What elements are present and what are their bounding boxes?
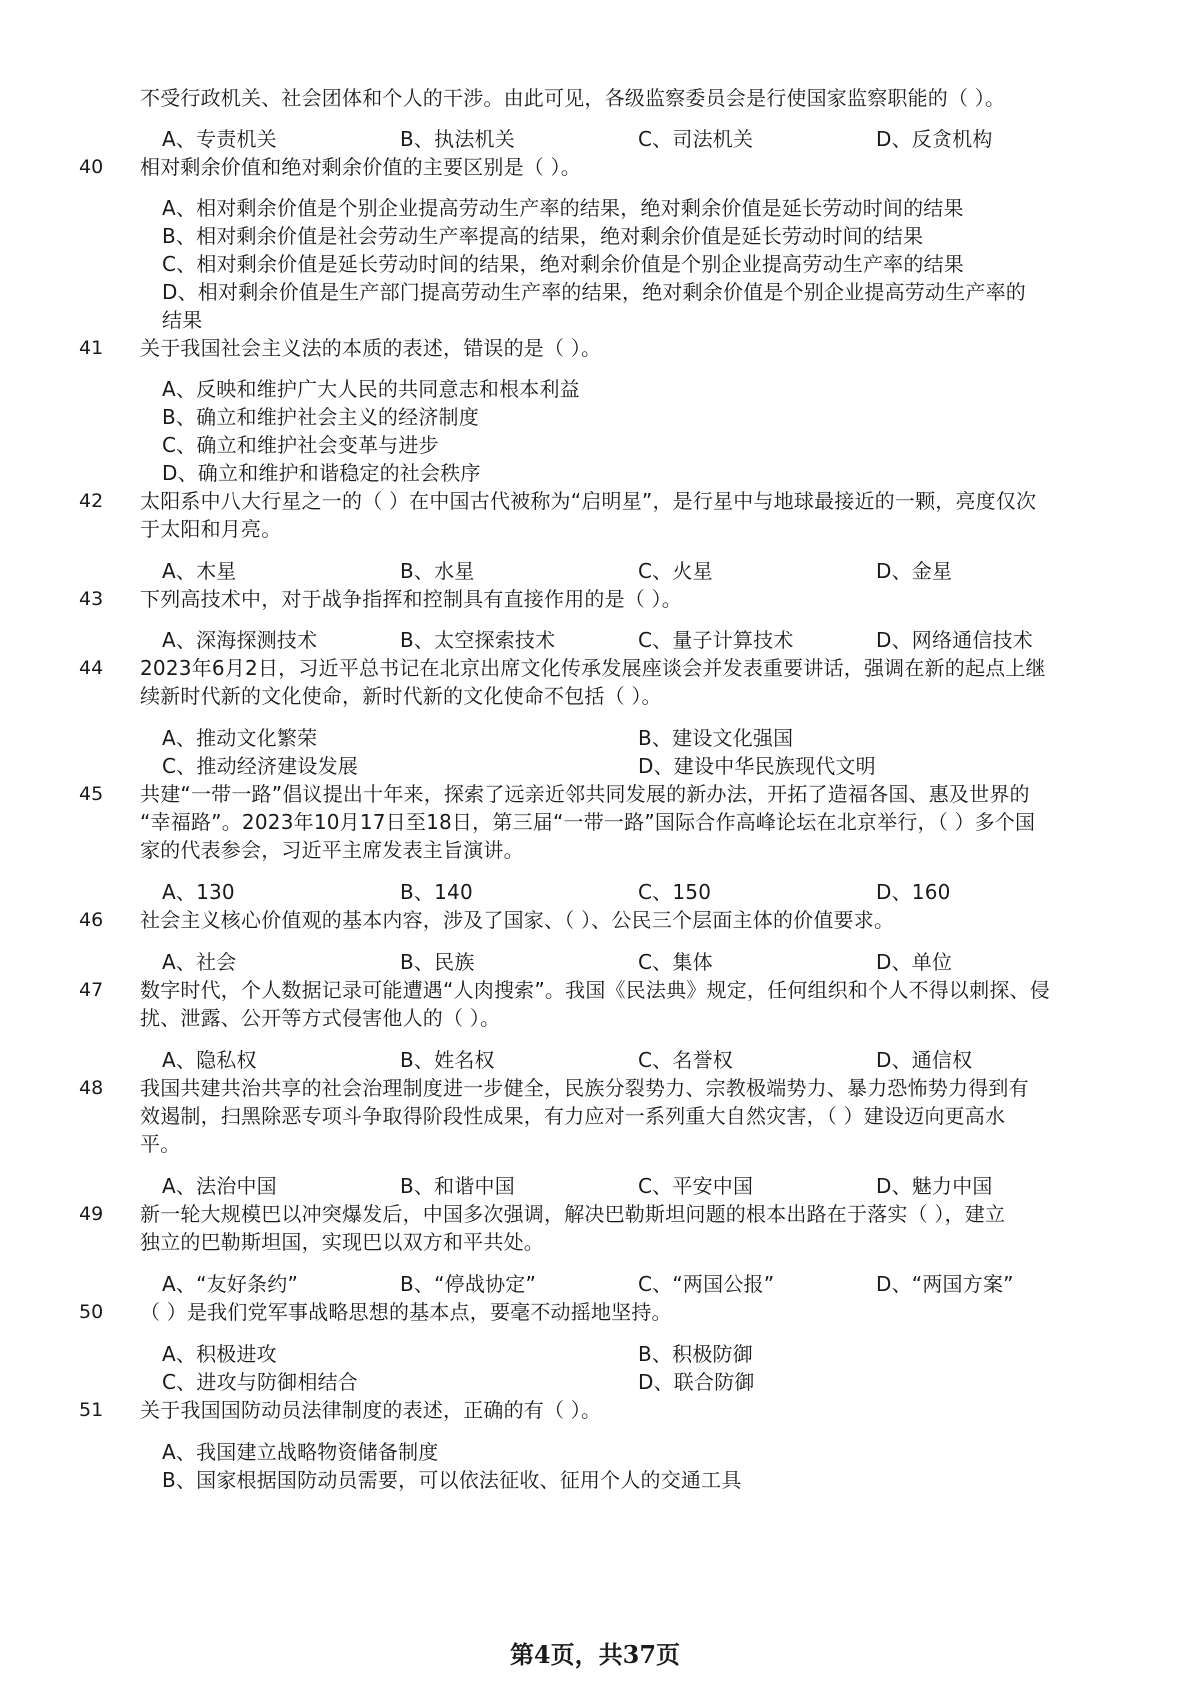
question-number: 43 — [79, 588, 104, 610]
question-number: 49 — [79, 1203, 104, 1225]
option-a: A、社会 — [162, 950, 237, 974]
question-number: 44 — [79, 657, 104, 679]
option-b: B、水星 — [400, 559, 475, 583]
option-b: B、民族 — [400, 950, 475, 974]
question-45-stem-line-3: 家的代表参会，习近平主席发表主旨演讲。 — [140, 838, 524, 862]
question-44-stem: 2023年6月2日，习近平总书记在北京出席文化传承发展座谈会并发表重要讲话，强调在新的起点上继 — [140, 656, 1046, 680]
question-number: 42 — [79, 490, 104, 512]
question-number: 40 — [79, 156, 104, 178]
option-c: C、推动经济建设发展 — [162, 754, 358, 778]
option-a: A、“友好条约” — [162, 1272, 299, 1296]
question-39-stem-line: 不受行政机关、社会团体和个人的干涉。由此可见，各级监察委员会是行使国家监察职能的（ ）。 — [140, 86, 1006, 110]
option-b: B、确立和维护社会主义的经济制度 — [162, 405, 479, 429]
option-b: B、国家根据国防动员需要，可以依法征收、征用个人的交通工具 — [162, 1468, 742, 1492]
option-b: B、“停战协定” — [400, 1272, 537, 1296]
question-47-stem-line-2: 扰、泄露、公开等方式侵害他人的（ ）。 — [140, 1006, 501, 1030]
option-a: A、130 — [162, 880, 235, 904]
question-51-stem: 关于我国国防动员法律制度的表述，正确的有（ ）。 — [140, 1398, 602, 1422]
option-c: C、平安中国 — [638, 1174, 754, 1198]
option-d: D、160 — [876, 880, 951, 904]
option-a: A、法治中国 — [162, 1174, 277, 1198]
option-b: B、积极防御 — [638, 1342, 753, 1366]
option-d: D、金星 — [876, 559, 953, 583]
option-c: C、“两国公报” — [638, 1272, 775, 1296]
question-40-stem: 相对剩余价值和绝对剩余价值的主要区别是（ ）。 — [140, 155, 581, 179]
option-a: A、深海探测技术 — [162, 628, 318, 652]
option-a: A、隐私权 — [162, 1048, 257, 1072]
question-45-stem: 共建“一带一路”倡议提出十年来，探索了远亲近邻共同发展的新办法，开拓了造福各国、惠及世界的 — [140, 782, 1030, 806]
question-number: 51 — [79, 1399, 104, 1421]
option-a: A、推动文化繁荣 — [162, 726, 318, 750]
option-d: D、反贪机构 — [876, 127, 993, 151]
option-d: D、“两国方案” — [876, 1272, 1014, 1296]
option-b: B、执法机关 — [400, 127, 515, 151]
option-b: B、姓名权 — [400, 1048, 495, 1072]
question-49-stem: 新一轮大规模巴以冲突爆发后，中国多次强调，解决巴勒斯坦问题的根本出路在于落实（ ），建立 — [140, 1202, 1006, 1226]
question-48-stem-line-2: 效遏制，扫黑除恶专项斗争取得阶段性成果，有力应对一系列重大自然灾害，（ ）建设迈向更高水 — [140, 1104, 1006, 1128]
question-number: 41 — [79, 337, 104, 359]
question-number: 50 — [79, 1301, 104, 1323]
page-number-footer: 第4页，共37页 — [509, 1640, 681, 1669]
option-c: C、火星 — [638, 559, 713, 583]
option-c: C、集体 — [638, 950, 713, 974]
option-c: C、量子计算技术 — [638, 628, 794, 652]
question-number: 45 — [79, 783, 104, 805]
option-a: A、反映和维护广大人民的共同意志和根本利益 — [162, 377, 580, 401]
option-c: C、150 — [638, 880, 712, 904]
option-d: D、魅力中国 — [876, 1174, 993, 1198]
question-48-stem: 我国共建共治共享的社会治理制度进一步健全，民族分裂势力、宗教极端势力、暴力恐怖势力得到有 — [140, 1076, 1029, 1100]
option-d: D、单位 — [876, 950, 953, 974]
option-d: D、网络通信技术 — [876, 628, 1034, 652]
question-50-stem: （ ）是我们党军事战略思想的基本点，要毫不动摇地坚持。 — [140, 1300, 672, 1324]
option-d: D、联合防御 — [638, 1370, 755, 1394]
question-number: 48 — [79, 1077, 104, 1099]
option-b: B、140 — [400, 880, 473, 904]
question-47-stem: 数字时代，个人数据记录可能遭遇“人肉搜索”。我国《民法典》规定，任何组织和个人不得以刺探、侵 — [140, 978, 1050, 1002]
question-46-stem: 社会主义核心价值观的基本内容，涉及了国家、（ ）、公民三个层面主体的价值要求。 — [140, 908, 895, 932]
question-number: 46 — [79, 909, 104, 931]
option-a: A、专责机关 — [162, 127, 277, 151]
option-c: C、司法机关 — [638, 127, 754, 151]
option-c: C、相对剩余价值是延长劳动时间的结果，绝对剩余价值是个别企业提高劳动生产率的结果 — [162, 252, 964, 276]
question-number: 47 — [79, 979, 104, 1001]
option-a: A、积极进攻 — [162, 1342, 277, 1366]
option-a: A、相对剩余价值是个别企业提高劳动生产率的结果，绝对剩余价值是延长劳动时间的结果 — [162, 196, 964, 220]
option-b: B、建设文化强国 — [638, 726, 794, 750]
option-c: C、进攻与防御相结合 — [162, 1370, 358, 1394]
question-41-stem: 关于我国社会主义法的本质的表述，错误的是（ ）。 — [140, 336, 602, 360]
question-43-stem: 下列高技术中，对于战争指挥和控制具有直接作用的是（ ）。 — [140, 587, 682, 611]
option-d: D、通信权 — [876, 1048, 973, 1072]
option-d: D、确立和维护和谐稳定的社会秩序 — [162, 461, 481, 485]
question-45-stem-line-2: “幸福路”。2023年10月17日至18日，第三届“一带一路”国际合作高峰论坛在北京举行，（ ）多个国 — [140, 810, 1036, 834]
question-48-stem-line-3: 平。 — [140, 1132, 181, 1156]
option-c: C、名誉权 — [638, 1048, 733, 1072]
option-b: B、相对剩余价值是社会劳动生产率提高的结果，绝对剩余价值是延长劳动时间的结果 — [162, 224, 924, 248]
option-a: A、我国建立战略物资储备制度 — [162, 1440, 439, 1464]
question-44-stem-line-2: 续新时代新的文化使命，新时代新的文化使命不包括（ ）。 — [140, 684, 662, 708]
option-d-continued: 结果 — [162, 308, 203, 332]
option-d: D、建设中华民族现代文明 — [638, 754, 876, 778]
option-b: B、和谐中国 — [400, 1174, 515, 1198]
option-c: C、确立和维护社会变革与进步 — [162, 433, 439, 457]
question-42-stem: 太阳系中八大行星之一的（ ）在中国古代被称为“启明星”，是行星中与地球最接近的一颗，亮度仅次 — [140, 489, 1037, 513]
question-49-stem-line-2: 独立的巴勒斯坦国，实现巴以双方和平共处。 — [140, 1230, 544, 1254]
option-b: B、太空探索技术 — [400, 628, 556, 652]
option-d: D、相对剩余价值是生产部门提高劳动生产率的结果，绝对剩余价值是个别企业提高劳动生产率的 — [162, 280, 1026, 304]
question-42-stem-line-2: 于太阳和月亮。 — [140, 517, 282, 541]
option-a: A、木星 — [162, 559, 237, 583]
